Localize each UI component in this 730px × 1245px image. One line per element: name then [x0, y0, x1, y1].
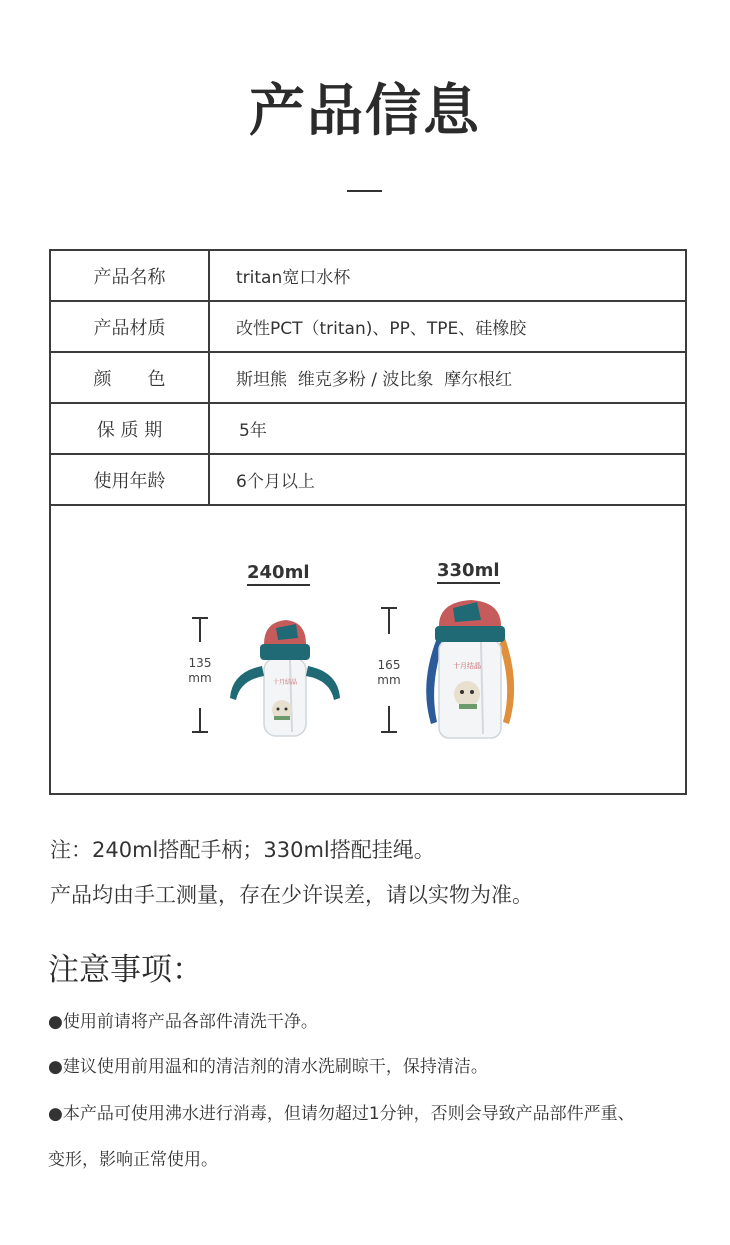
- note-accessory: 注：240ml搭配手柄；330ml搭配挂绳。: [50, 838, 435, 862]
- capacity-label: 240ml: [247, 562, 310, 586]
- cup-330ml-image: [421, 594, 521, 744]
- spec-row-age: [51, 455, 685, 506]
- spec-row-color: [51, 353, 685, 404]
- page-title: 产品信息: [249, 79, 481, 144]
- cup-brand-text: 十月结晶: [272, 679, 298, 686]
- height-value: 135: [188, 656, 212, 670]
- capacity-label: 330ml: [437, 560, 500, 584]
- height-unit: mm: [377, 673, 401, 687]
- spec-value: tritan宽口水杯: [236, 268, 351, 288]
- notice-item: ●本产品可使用沸水进行消毒，但请勿超过1分钟，否则会导致产品部件严重、: [48, 1104, 635, 1124]
- spec-value: 斯坦熊 维克多粉 / 波比象 摩尔根红: [236, 370, 513, 390]
- spec-label: 使用年龄: [51, 455, 210, 504]
- height-value: 165: [377, 658, 401, 672]
- note-measurement: 产品均由手工测量，存在少许误差，请以实物为准。: [50, 883, 533, 907]
- spec-value: 5年: [239, 421, 267, 441]
- spec-value: 6个月以上: [236, 472, 315, 492]
- spec-label: 颜 色: [51, 353, 210, 402]
- spec-row-name: [51, 251, 685, 302]
- cup-brand-text: 十月结晶: [453, 662, 481, 670]
- notice-item: ●使用前请将产品各部件清洗干净。: [48, 1012, 318, 1032]
- spec-value: 改性PCT（tritan)、PP、TPE、硅橡胶: [236, 319, 527, 339]
- notice-item: ●建议使用前用温和的清洁剂的清水洗刷晾干，保持清洁。: [48, 1057, 488, 1077]
- product-size-area: [51, 506, 685, 793]
- spec-row-shelf-life: [51, 404, 685, 455]
- notice-item-continuation: 变形，影响正常使用。: [48, 1150, 218, 1170]
- spec-row-material: [51, 302, 685, 353]
- height-unit: mm: [188, 671, 212, 685]
- title-divider: [347, 190, 382, 192]
- spec-label: 产品材质: [51, 302, 210, 351]
- cup-240ml-image: [226, 614, 344, 742]
- spec-table: [49, 249, 687, 795]
- spec-label: 产品名称: [51, 251, 210, 300]
- notice-title: 注意事项：: [48, 952, 203, 988]
- spec-label: 保 质 期: [51, 404, 210, 453]
